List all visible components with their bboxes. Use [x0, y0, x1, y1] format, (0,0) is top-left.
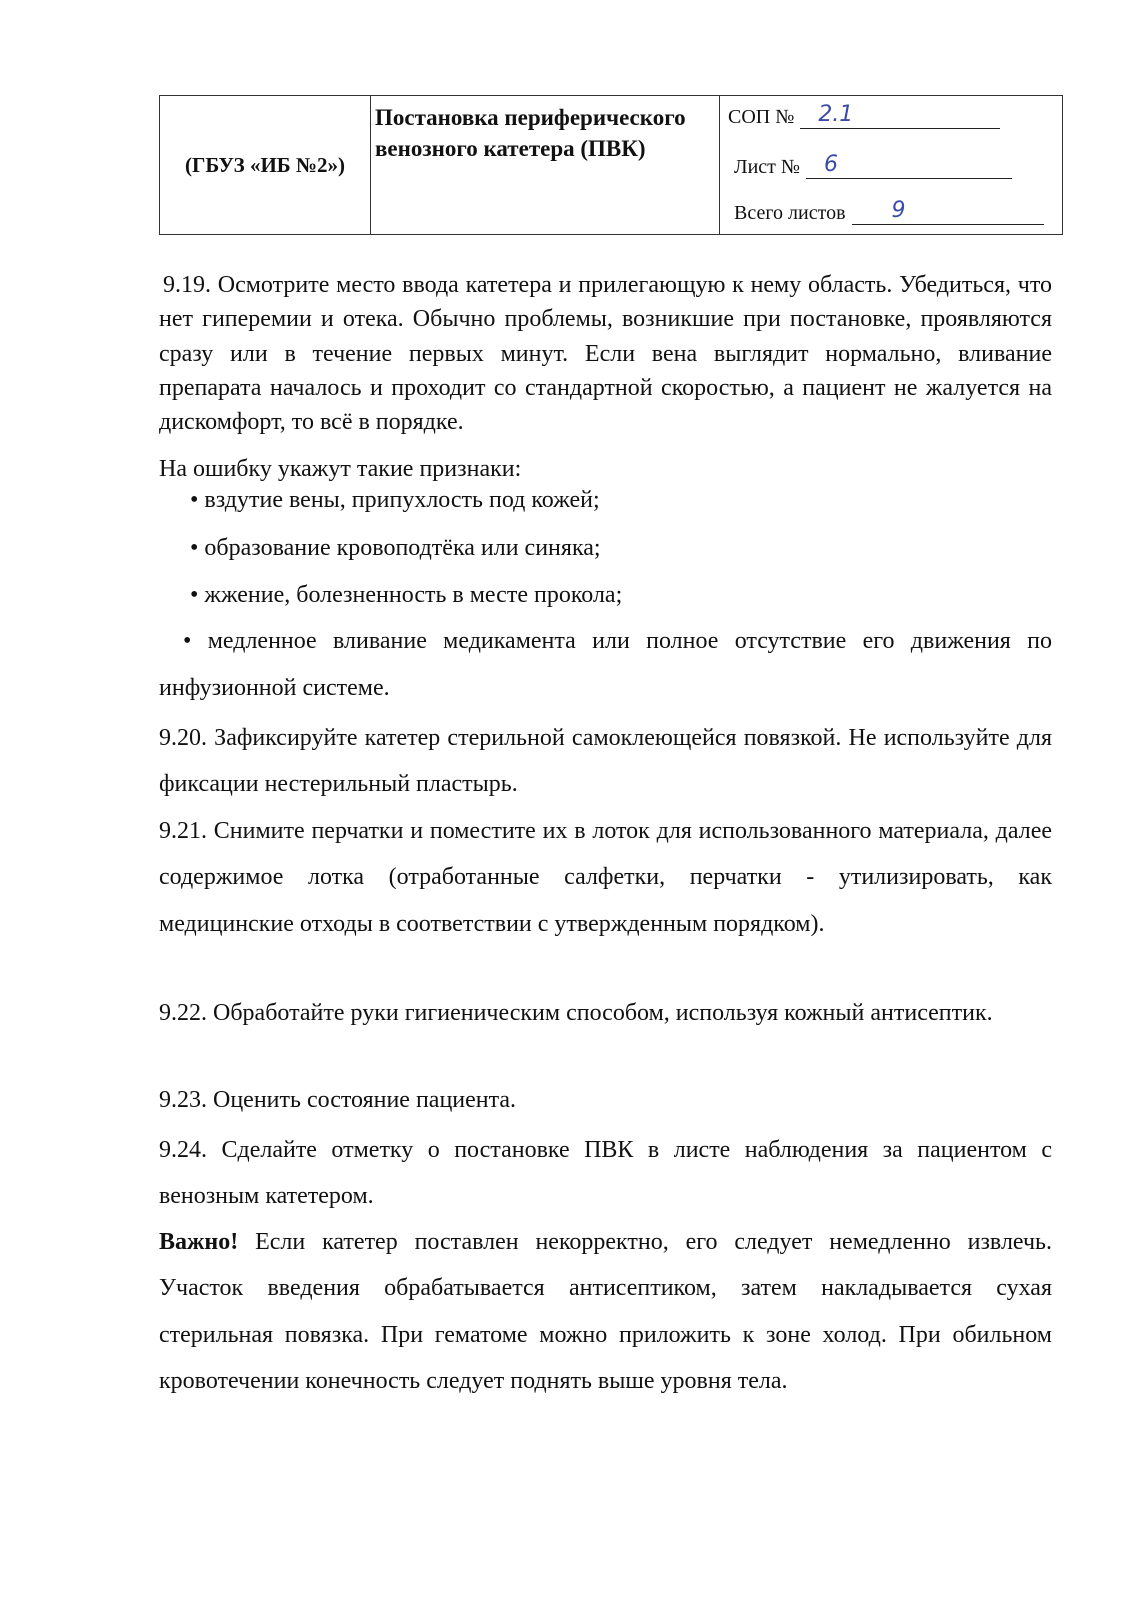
bullet-item: • медленное вливание медикамента или полное отсутствие его движения по инфузионной системе. — [159, 628, 1052, 701]
organization-name: (ГБУЗ «ИБ №2») — [160, 96, 371, 235]
document-header-table — [159, 95, 1063, 235]
paragraph-9-21: 9.21. Снимите перчатки и поместите их в лоток для использованного материала, далее содержимое лотка (отработанные салфетки, перчатки - утилизировать, как медицинские отходы в соответствии с утвержденным порядком). — [159, 818, 1052, 937]
sop-number-line — [728, 102, 1000, 129]
document-meta — [720, 96, 1063, 235]
signs-intro: На ошибку укажут такие признаки: — [159, 456, 522, 482]
total-sheets-value: 9 — [852, 198, 1044, 225]
important-text: Если катетер поставлен некорректно, его следует немедленно извлечь. Участок введения обрабатывается антисептиком, затем накладывается сухая стерильная повязка. При гематоме можно приложить к зоне холод. При обильном кровотечении конечность следует поднять выше уровня тела. — [159, 1229, 1052, 1394]
bullet-item: • образование кровоподтёка или синяка; — [190, 535, 601, 561]
paragraph-9-20: 9.20. Зафиксируйте катетер стерильной самоклеющейся повязкой. Не используйте для фиксации нестерильный пластырь. — [159, 725, 1052, 798]
total-sheets-line — [734, 198, 1044, 225]
paragraph-9-24: 9.24. Сделайте отметку о постановке ПВК в листе наблюдения за пациентом с венозным катетером. — [159, 1137, 1052, 1210]
sop-number-label: СОП № — [728, 106, 795, 128]
important-label: Важно! — [159, 1229, 239, 1255]
document-title: Постановка периферического венозного катетера (ПВК) — [371, 96, 720, 235]
sheet-number-line — [734, 152, 1012, 179]
paragraph-9-22: 9.22. Обработайте руки гигиеническим способом, используя кожный антисептик. — [159, 1000, 993, 1026]
sheet-number-value: 6 — [806, 152, 1012, 179]
total-sheets-label: Всего листов — [734, 202, 846, 224]
bullet-item: • жжение, болезненность в месте прокола; — [190, 582, 623, 608]
paragraph-9-23: 9.23. Оценить состояние пациента. — [159, 1087, 517, 1113]
sop-number-value: 2.1 — [800, 102, 1000, 129]
sheet-number-label: Лист № — [734, 156, 800, 178]
bullet-item: • вздутие вены, припухлость под кожей; — [190, 487, 600, 513]
important-note — [159, 1219, 1052, 1404]
paragraph-9-19: 9.19. Осмотрите место ввода катетера и прилегающую к нему область. Убедиться, что нет гиперемии и отека. Обычно проблемы, возникшие при постановке, проявляются сразу или в течение первых минут. Если вена выглядит нормально, вливание препарата началось и проходит со стандартной скоростью, а пациент не жалуется на дискомфорт, то всё в порядке. — [159, 272, 1052, 436]
